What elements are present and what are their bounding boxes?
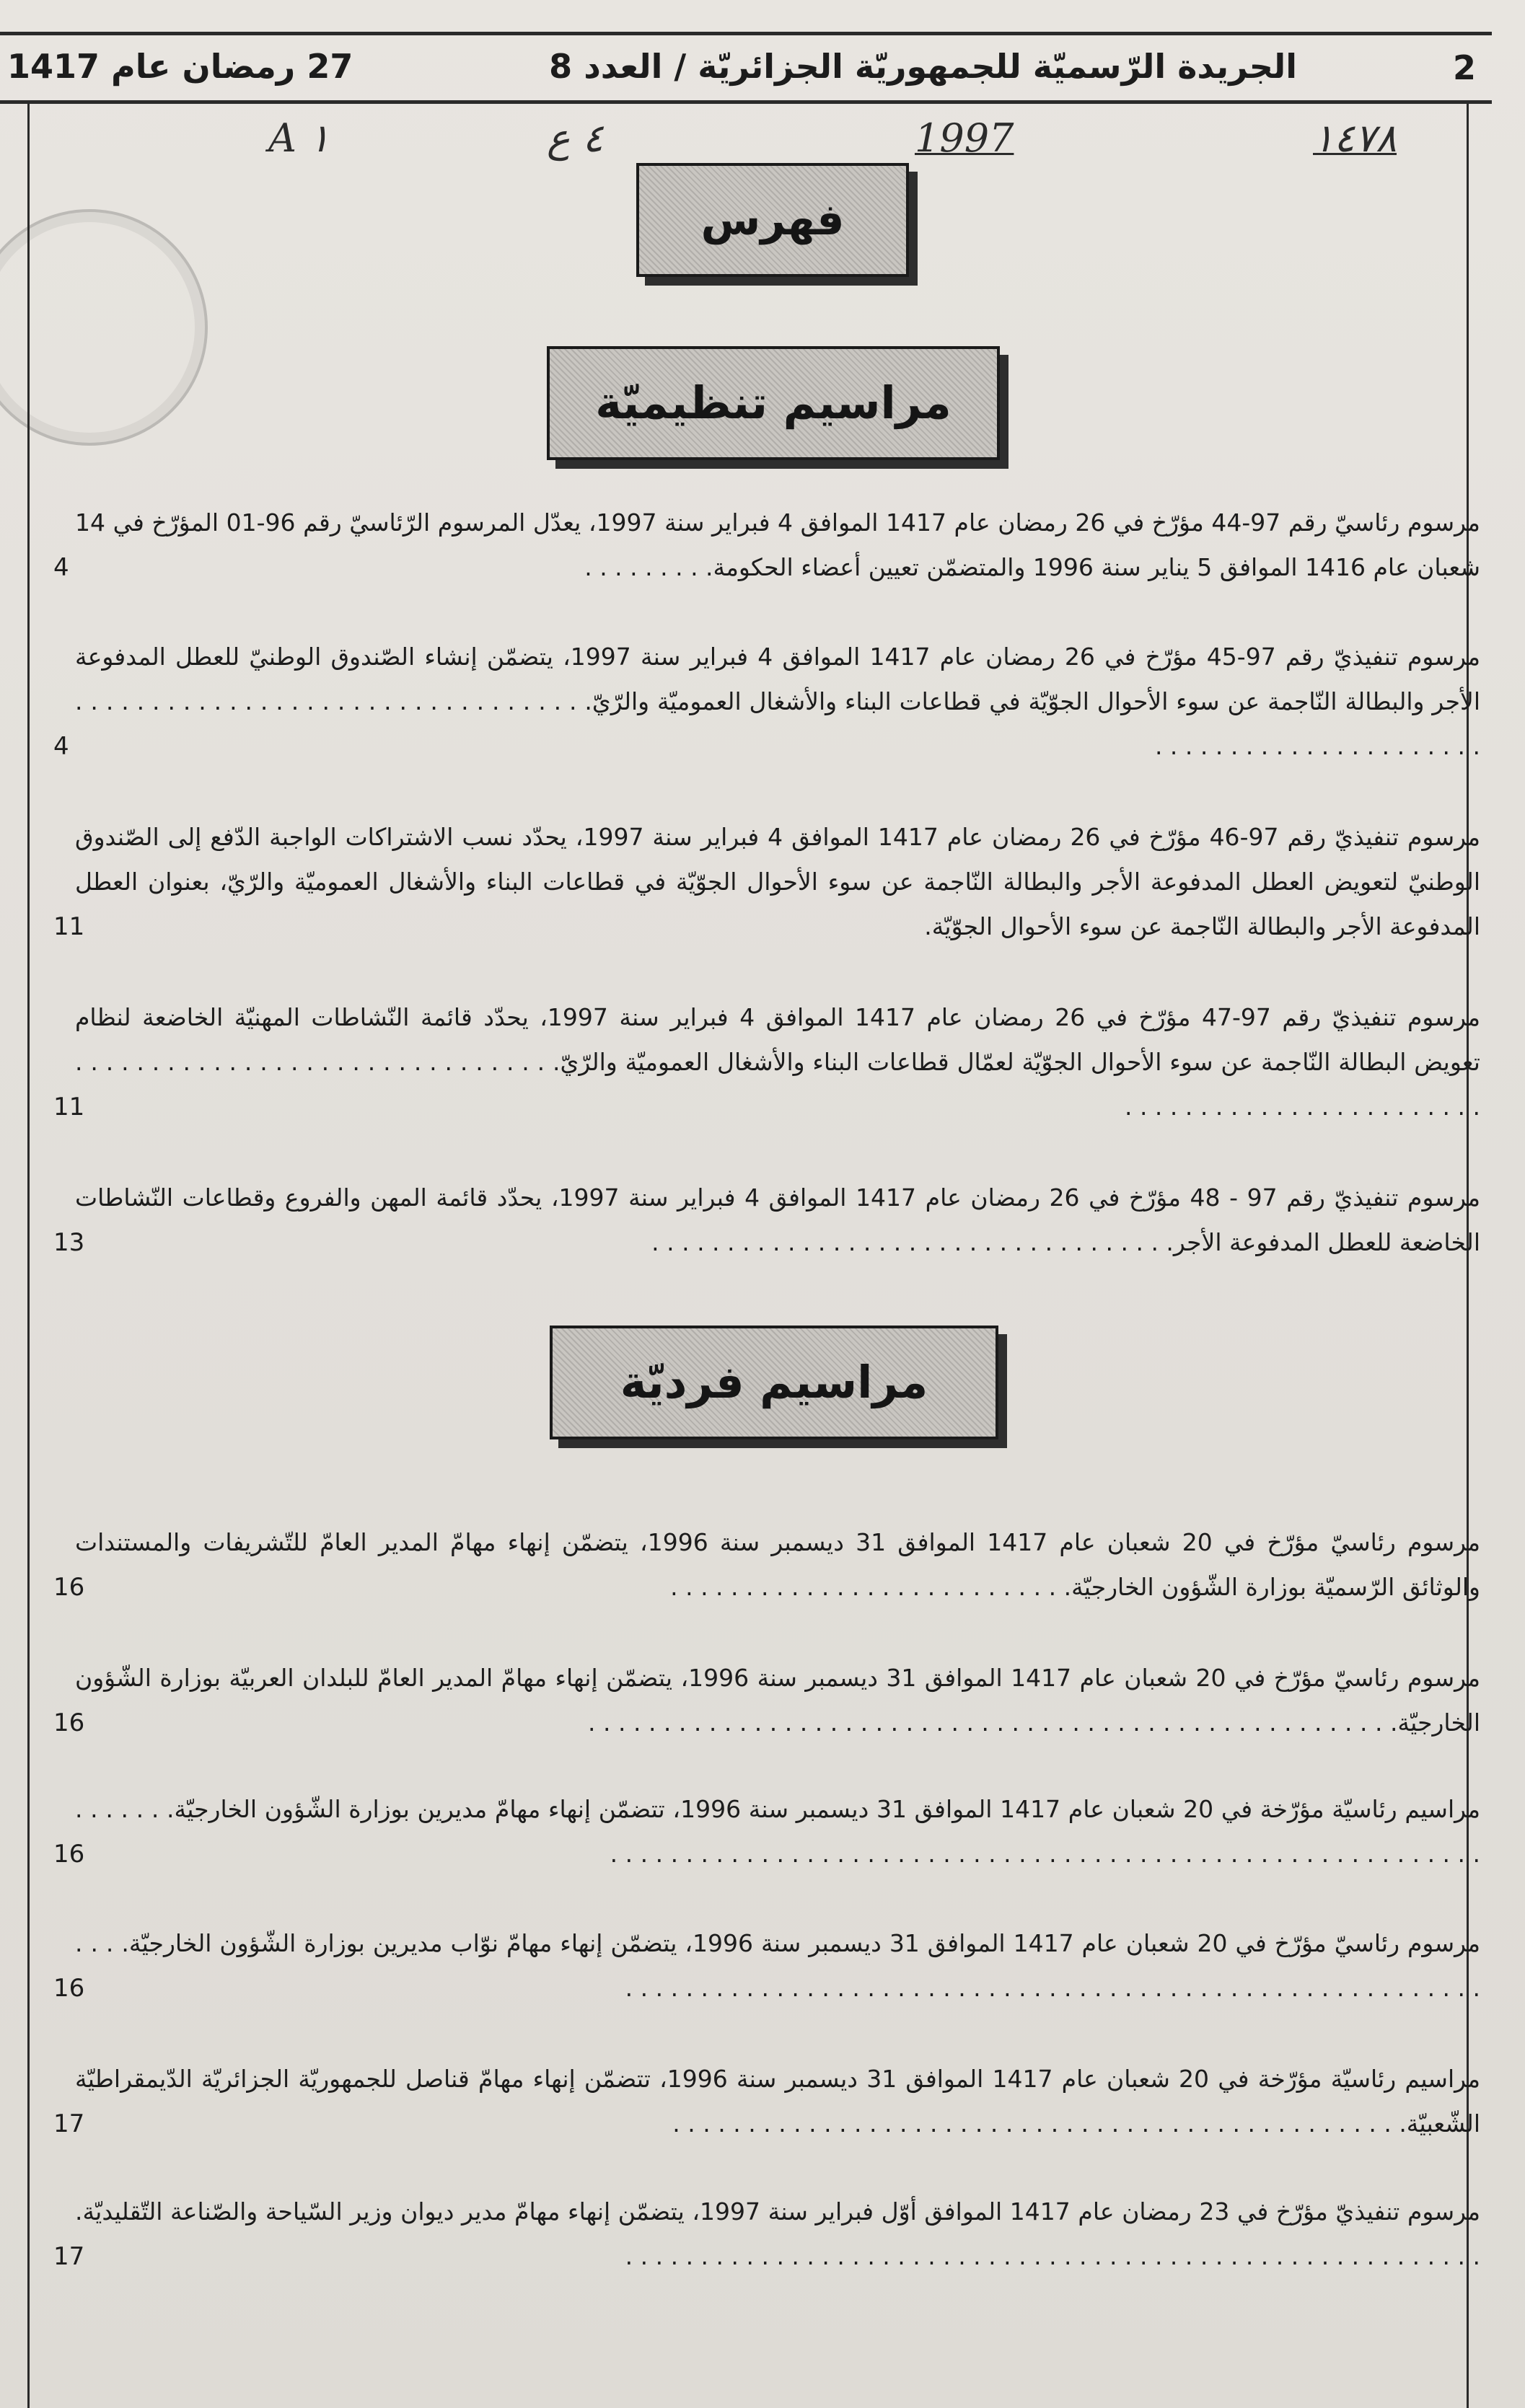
entry-text: مرسوم رئاسيّ مؤرّخ في 20 شعبان عام 1417 الموافق 31 ديسمبر سنة 1996، يتضمّن إنهاء مهامّ المدير العامّ للتّشريفات والمستندات والوثائق الرّسميّة بوزارة الشّؤون الخارجيّة. . . . . . . . . . . . . . . . . . . . . . . . . . . [75, 1528, 1481, 1601]
entry-page-number: 16 [53, 1573, 85, 1602]
entry-page-number: 16 [53, 1974, 85, 2003]
entry-text: مرسوم رئاسيّ مؤرّخ في 20 شعبان عام 1417 الموافق 31 ديسمبر سنة 1996، يتضمّن إنهاء مهامّ نوّاب مديرين بوزارة الشّؤون الخارجيّة. . . . . . . . . . . . . . . . . . . . . . . . . . . . . . . . . . . . . . . . . . . . . . . . . . . . . . . . . . . . . [75, 1929, 1481, 2002]
header-date: 27 رمضان عام 1417 [7, 47, 353, 86]
individual-decrees-title-box: مراسيم فرديّة [550, 1326, 998, 1439]
entry-page-number: 11 [53, 1093, 85, 1121]
handwritten-note-a: A ١ [268, 115, 330, 161]
index-entry[interactable] [46, 500, 1480, 590]
entry-text: مرسوم تنفيذيّ رقم 97-45 مؤرّخ في 26 رمضان عام 1417 الموافق 4 فبراير سنة 1997، يتضمّن إنشاء الصّندوق الوطنيّ للعطل المدفوعة الأجر والبطالة النّاجمة عن سوء الأحوال الجوّيّة في قطاعات البناء والأشغال العموميّة والرّيّ. . . . . . . . . . . . . . . . . . . . . . . . . . . . . . . . . . . . . . . . . . . . . . . . . . . . . . . . [75, 643, 1481, 760]
index-entry[interactable] [46, 2057, 1480, 2146]
entry-page-number: 16 [53, 1840, 85, 1869]
index-entry[interactable] [46, 1787, 1480, 1876]
entry-page-number: 17 [53, 2109, 85, 2138]
entry-text: مرسوم تنفيذيّ مؤرّخ في 23 رمضان عام 1417 الموافق أوّل فبراير سنة 1997، يتضمّن إنهاء مهامّ مدير ديوان وزير السّياحة والصّناعة التّقليديّة. . . . . . . . . . . . . . . . . . . . . . . . . . . . . . . . . . . . . . . . . . . . . . . . . . . . . . . . . . [75, 2197, 1480, 2270]
index-entry[interactable] [46, 1656, 1480, 1745]
index-entry[interactable] [46, 995, 1480, 1129]
entry-text: مرسوم تنفيذيّ رقم 97-47 مؤرّخ في 26 رمضان عام 1417 الموافق 4 فبراير سنة 1997، يحدّد قائمة النّشاطات المهنيّة الخاضعة لنظام تعويض البطالة النّاجمة عن سوء الأحوال الجوّيّة لعمّال قطاعات البناء والأشغال العموميّة والرّيّ. . . . . . . . . . . . . . . . . . . . . . . . . . . . . . . . . . . . . . . . . . . . . . . . . . . . . . . . [75, 1003, 1481, 1121]
entry-text: مراسيم رئاسيّة مؤرّخة في 20 شعبان عام 1417 الموافق 31 ديسمبر سنة 1996، تتضمّن إنهاء مهامّ قناصل للجمهوريّة الجزائريّة الدّيمقراطيّة الشّعبيّة. . . . . . . . . . . . . . . . . . . . . . . . . . . . . . . . . . . . . . . . . . . . . . . . . [75, 2065, 1480, 2138]
index-entry[interactable] [46, 2189, 1480, 2279]
handwritten-note-year: 1997 [915, 115, 1014, 161]
entry-text: مرسوم رئاسيّ رقم 97-44 مؤرّخ في 26 رمضان عام 1417 الموافق 4 فبراير سنة 1997، يعدّل المرسوم الرّئاسيّ رقم 96-01 المؤرّخ في 14 شعبان عام 1416 الموافق 5 يناير سنة 1996 والمتضمّن تعيين أعضاء الحكومة. . . . . . . . . [75, 508, 1480, 581]
entry-page-number: 17 [53, 2242, 85, 2271]
header-title: الجريدة الرّسميّة للجمهوريّة الجزائريّة / العدد 8 [549, 47, 1297, 86]
entry-page-number: 16 [53, 1708, 85, 1737]
handwritten-note-b: ٤ ع [547, 115, 604, 161]
index-entry[interactable] [46, 1176, 1480, 1265]
index-entry[interactable] [46, 1921, 1480, 2011]
entry-page-number: 11 [53, 912, 85, 941]
index-entry[interactable] [46, 815, 1480, 949]
gazette-header [0, 32, 1492, 104]
entry-page-number: 4 [53, 553, 69, 582]
entry-page-number: 13 [53, 1228, 85, 1257]
entry-text: مرسوم تنفيذيّ رقم 97 - 48 مؤرّخ في 26 رمضان عام 1417 الموافق 4 فبراير سنة 1997، يحدّد قائمة المهن والفروع وقطاعات النّشاطات الخاضعة للعطل المدفوعة الأجر. . . . . . . . . . . . . . . . . . . . . . . . . . . . . . . . . . . [75, 1183, 1481, 1256]
regulatory-decrees-title-box: مراسيم تنظيميّة [547, 346, 1000, 460]
index-entry[interactable] [46, 635, 1480, 769]
index-entry[interactable] [46, 1520, 1480, 1610]
index-title-box: فهرس [636, 163, 909, 277]
handwritten-note-number: ١٤٧٨ [1313, 115, 1397, 161]
entry-text: مرسوم تنفيذيّ رقم 97-46 مؤرّخ في 26 رمضان عام 1417 الموافق 4 فبراير سنة 1997، يحدّد نسب الاشتراكات الواجبة الدّفع إلى الصّندوق الوطنيّ لتعويض العطل المدفوعة الأجر والبطالة النّاجمة عن سوء الأحوال الجوّيّة في قطاعات البناء والأشغال العموميّة والرّيّ، بعنوان العطل المدفوعة الأجر والبطالة النّاجمة عن سوء الأحوال الجوّيّة. [75, 823, 1480, 940]
entry-text: مراسيم رئاسيّة مؤرّخة في 20 شعبان عام 1417 الموافق 31 ديسمبر سنة 1996، تتضمّن إنهاء مهامّ مديرين بوزارة الشّؤون الخارجيّة. . . . . . . . . . . . . . . . . . . . . . . . . . . . . . . . . . . . . . . . . . . . . . . . . . . . . . . . . . . . . . . . . [75, 1795, 1480, 1868]
entry-page-number: 4 [53, 732, 69, 761]
entry-text: مرسوم رئاسيّ مؤرّخ في 20 شعبان عام 1417 الموافق 31 ديسمبر سنة 1996، يتضمّن إنهاء مهامّ المدير العامّ للبلدان العربيّة بوزارة الشّؤون الخارجيّة. . . . . . . . . . . . . . . . . . . . . . . . . . . . . . . . . . . . . . . . . . . . . . . . . . . . . . [75, 1664, 1480, 1737]
header-page-number: 2 [1452, 48, 1476, 87]
